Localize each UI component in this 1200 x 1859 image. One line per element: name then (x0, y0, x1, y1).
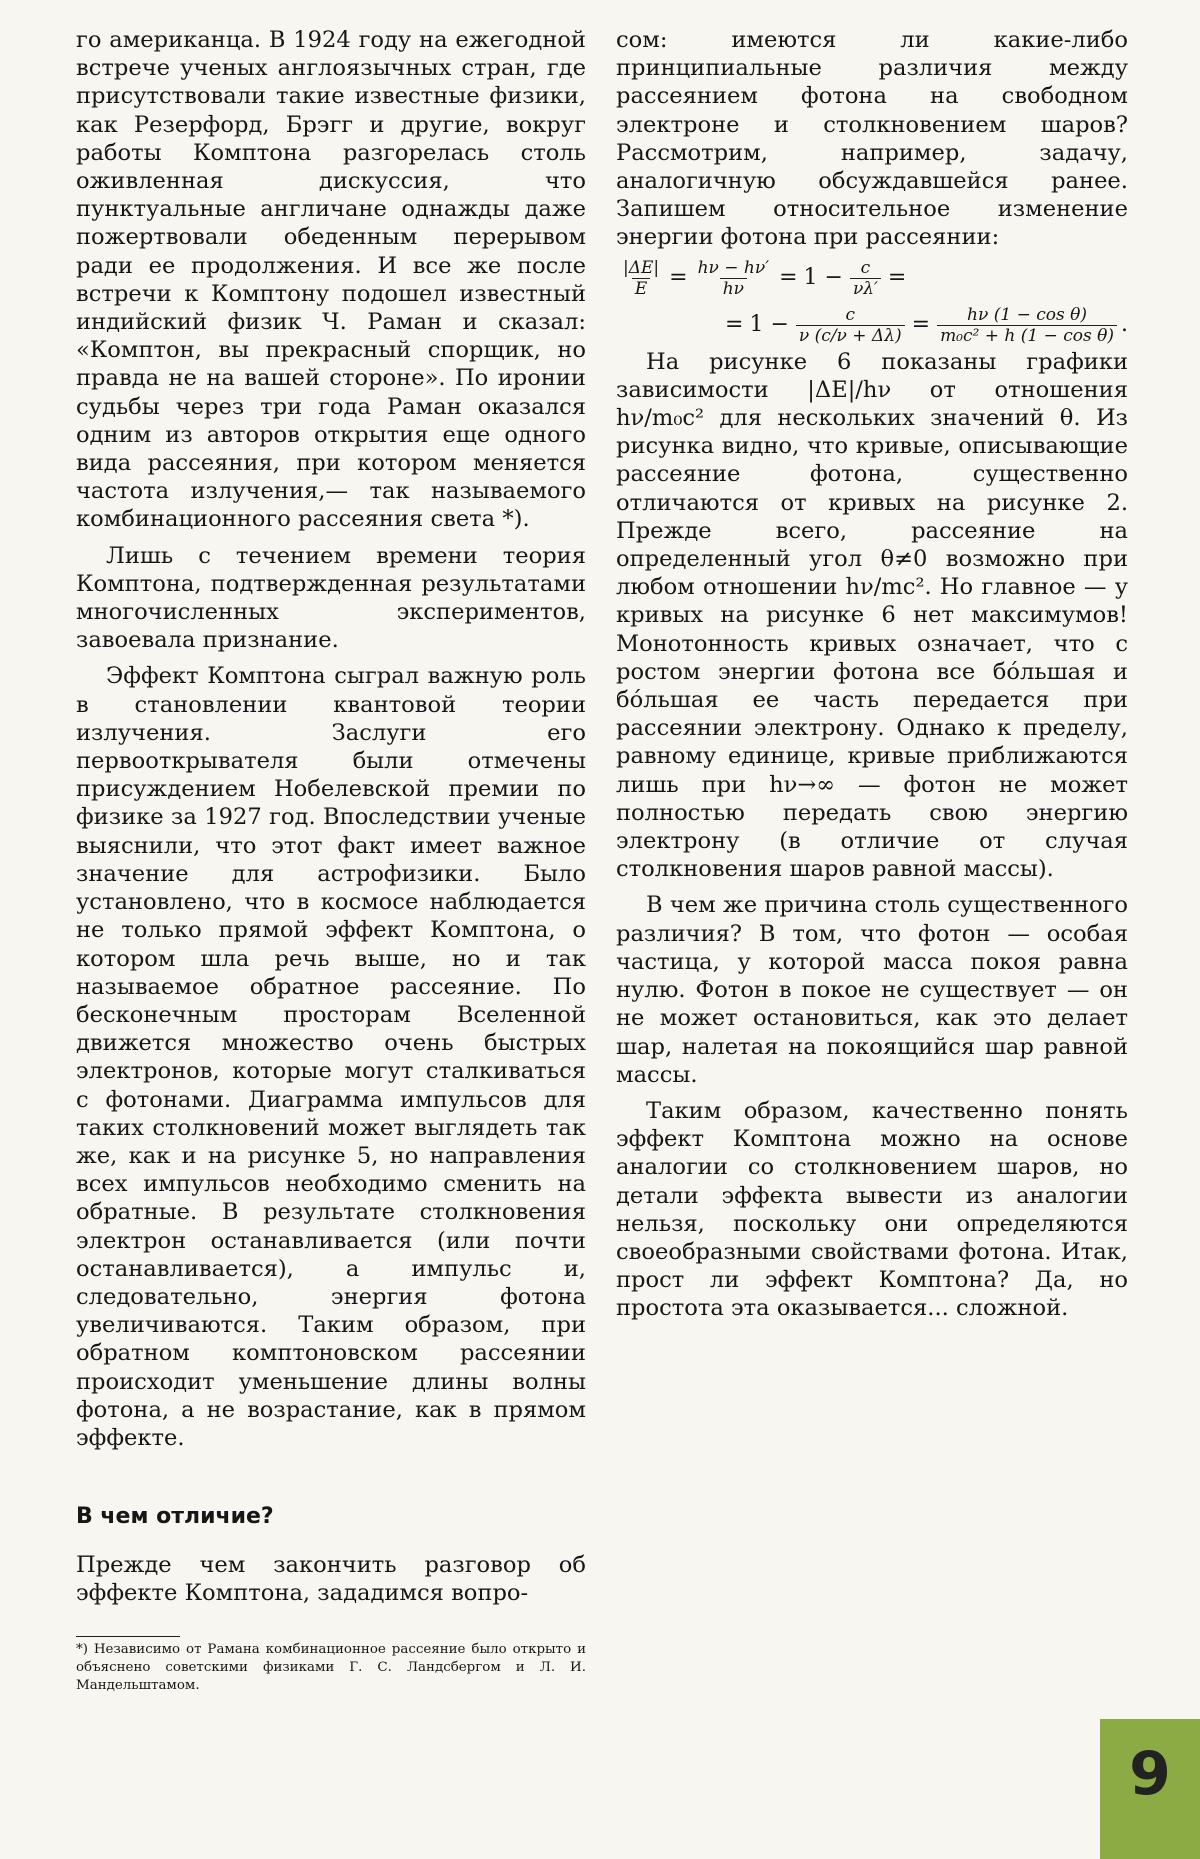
paragraph-graphs: На рисунке 6 показаны графики зависимости |ΔE|/hν от отношения hν/m₀c² для нескольких значений θ. Из рисунка видно, что кривые, описывающие рассеяние фотона, существенно отличаются от кривых на рисунке 2. Прежде всего, рассеяние на определенный угол θ≠0 возможно при любом отношении hν/mc². Но главное — у кривых на рисунке 6 нет максимумов! Монотонность кривых означает, что с ростом энергии фотона все бóльшая и бóльшая ее часть передается при рассеянии электрону. Однако к пределу, равному единице, кривые приближаются лишь при hν→∞ — фотон не может полностью передать свою энергию электрону (в отличие от случая столкновения шаров равной массы). (616, 348, 1128, 883)
paragraph-reason: В чем же причина столь существенного различия? В том, что фотон — особая частица, у которой масса покоя равна нулю. Фотон в покое не существует — он не может остановиться, как это делает шар, налетая на покоящийся шар равной массы. (616, 892, 1128, 1088)
footnote: *) Независимо от Рамана комбинационное рассеяние было открыто и объяснено советскими физиками Г. С. Ландсбергом и Л. И. Мандельштамом. (76, 1642, 586, 1693)
fraction-c-over-sum: $\frac{c}{\nu (c/\nu + \Delta\lambda)}$ (796, 305, 905, 346)
footnote-rule (76, 1636, 180, 1637)
page-number: 9 (1129, 1739, 1171, 1809)
paragraph-conclusion: Таким образом, качественно понять эффект Комптона можно на основе аналогии со столкновением шаров, но детали эффекта вывести из аналогии нельзя, поскольку они определяются своеобразными свойствами фотона. Итак, прост ли эффект Комптона? Да, но простота эта оказывается... сложной. (616, 1097, 1128, 1322)
formula-row-1: $\frac{|\Delta E|}{E}$ = $\frac{h\nu - h\nu'}{h\nu}$ = 1 − $\frac{c}{\nu\lambda'}$ = (616, 258, 1128, 299)
fraction-compton-result: $\frac{\text{hν (1 − cos θ)}}{\text{m₀c² + h (1 − cos θ)}}$ (937, 305, 1117, 346)
section-intro (76, 1551, 586, 1607)
fraction-delta-e: $\frac{|\Delta E|}{E}$ (623, 257, 660, 299)
right-column (616, 26, 1128, 1323)
paragraph-2: Лишь с течением времени теория Комптона, подтвержденная результатами многочисленных экспериментов, завоевала признание. (76, 542, 586, 654)
page-number-tab (1100, 1719, 1200, 1859)
paragraph-3: Эффект Комптона сыграл важную роль в становлении квантовой теории излучения. Заслуги его первооткрывателя были отмечены присуждением Нобелевской премии по физике за 1927 год. Впоследствии ученые выяснили, что этот факт имеет важное значение для астрофизики. Было установлено, что в космосе наблюдается не только прямой эффект Комптона, о котором шла речь выше, но и так называемое обратное рассеяние. По бесконечным просторам Вселенной движется множество очень быстрых электронов, которые могут сталкиваться с фотонами. Диаграмма импульсов для таких столкновений может выглядеть так же, как и на рисунке 5, но направления всех импульсов необходимо сменить на обратные. В результате столкновения электрон останавливается (или почти останавливается), а импульс и, следовательно, энергия фотона увеличиваются. Таким образом, при обратном комптоновском рассеянии происходит уменьшение длины волны фотона, а не возрастание, как в прямом эффекте. (76, 663, 586, 1451)
fraction-c-over-nu-lambda: $\frac{c}{\nu\lambda'}$ (850, 258, 881, 299)
fraction-energy-diff: $\frac{h\nu - h\nu'}{h\nu}$ (697, 257, 770, 299)
formula-row-2: = 1 − $\frac{c}{\nu (c/\nu + \Delta\lambda)}$ = $\frac{\text{hν (1 − cos θ)}}{\text{m₀c² + h (1 − cos θ)}}$ . (725, 304, 1128, 346)
paragraph-1: го американца. В 1924 году на ежегодной встрече ученых англоязычных стран, где присутствовали такие известные физики, как Резерфорд, Брэгг и другие, вокруг работы Комптона разгорелась столь оживленная дискуссия, что пунктуальные англичане однажды даже пожертвовали обеденным перерывом ради ее продолжения. И все же после встречи к Комптону подошел известный индийский физик Ч. Раман и сказал: «Комптон, вы прекрасный спорщик, но правда не на вашей стороне». По иронии судьбы через три года Раман оказался одним из авторов открытия еще одного вида рассеяния, при котором меняется частота излучения,— так называемого комбинационного рассеяния света *). (76, 27, 586, 533)
section-intro-text: Прежде чем закончить разговор об эффекте Комптона, зададимся вопро- (76, 1552, 586, 1607)
energy-formula (616, 258, 1128, 346)
right-intro: сом: имеются ли какие-либо принципиальные различия между рассеянием фотона на свободном электроне и столкновением шаров? Рассмотрим, например, задачу, аналогичную обсуждавшейся ранее. Запишем относительное изменение энергии фотона при рассеянии: (616, 27, 1128, 251)
section-heading: В чем отличие? (76, 1504, 274, 1529)
left-column (76, 26, 586, 1452)
